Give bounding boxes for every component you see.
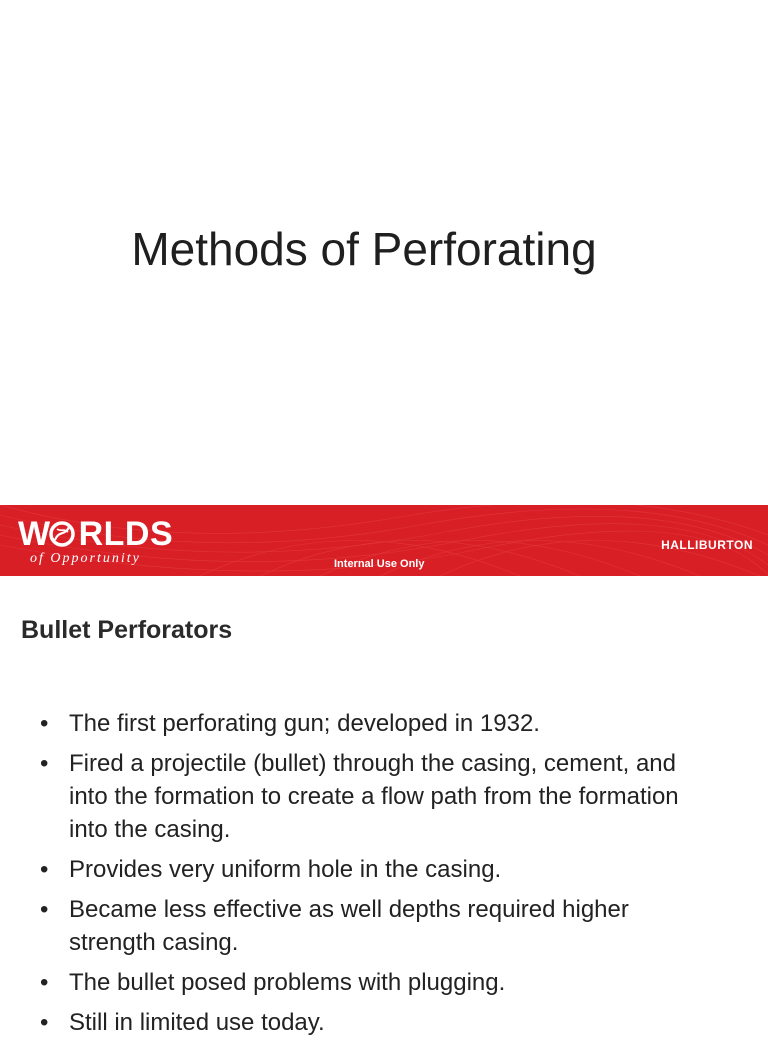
bullet-item [0,966,700,999]
globe-icon [49,520,75,548]
bullet-text: The bullet posed problems with plugging. [69,969,506,996]
bullet-dot: • [40,1009,49,1036]
halliburton-logo: HALLIBURTON [661,538,753,552]
bullet-text: Became less effective as well depths required higher strength casing. [69,896,629,956]
bullet-item [0,1006,700,1039]
bullet-list [0,707,700,1046]
bullet-item [0,893,700,959]
brand-banner [0,505,768,576]
bullet-item [0,747,700,846]
bullet-item [0,853,700,886]
bullet-dot: • [40,750,49,777]
bullet-item [0,707,700,740]
worlds-letter-w: W [18,515,51,553]
bullet-dot: • [40,710,49,737]
section-heading: Bullet Perforators [21,616,233,644]
worlds-wordmark [18,515,173,553]
bullet-dot: • [40,969,49,996]
worlds-of-opportunity-logo [18,515,218,575]
bullet-dot: • [40,896,49,923]
worlds-letters-rest: RLDS [78,515,174,553]
internal-use-label: Internal Use Only [334,558,425,570]
slide-title: Methods of Perforating [131,223,597,275]
bullet-text: The first perforating gun; developed in 1932. [69,710,540,737]
bullet-text: Fired a projectile (bullet) through the casing, cement, and into the formation to create a flow path from the formation into the casing. [69,750,679,843]
worlds-tagline: of Opportunity [30,551,141,566]
bullet-dot: • [40,856,49,883]
bullet-text: Still in limited use today. [69,1009,325,1036]
bullet-text: Provides very uniform hole in the casing. [69,856,502,883]
